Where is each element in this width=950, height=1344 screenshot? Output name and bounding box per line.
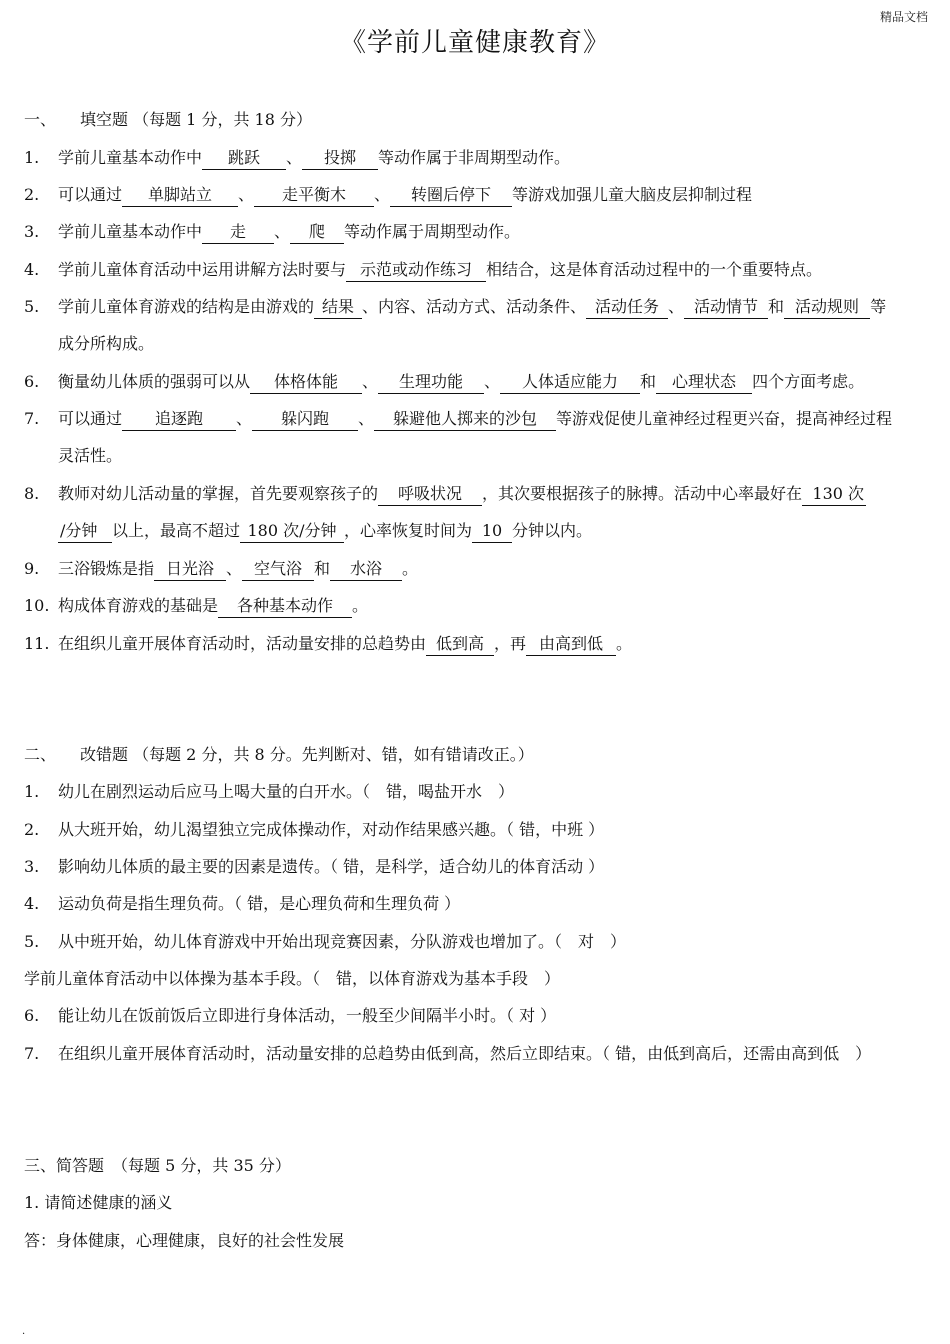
- question-text: 等游戏加强儿童大脑皮层抑制过程: [512, 185, 753, 204]
- question-text: 四个方面考虑。: [752, 372, 865, 391]
- document-title: 《学前儿童健康教育》: [339, 28, 610, 58]
- question-number: 7.: [24, 409, 40, 428]
- correction-item: [24, 1002, 929, 1030]
- question-text: 从中班开始，幼儿体育游戏中开始出现竞赛因素，分队游戏也增加了。（ 对 ）: [58, 932, 627, 951]
- question-text: 1. 请简述健康的涵义: [24, 1193, 173, 1212]
- short-answer-question: [24, 1189, 929, 1217]
- question-text: 以上，最高不超过: [112, 521, 241, 540]
- correction-item: [24, 853, 929, 881]
- question-text: 幼儿在剧烈运动后应马上喝大量的白开水。（ 错，喝盐开水 ）: [58, 782, 515, 801]
- answer-blank: 爬: [290, 221, 344, 244]
- section1-title: 填空题 （每题 1 分，共 18 分）: [80, 110, 312, 129]
- answer-blank: 示范或动作练习: [346, 259, 486, 282]
- answer-blank: 130 次: [802, 483, 866, 506]
- question-text: 和: [314, 559, 331, 578]
- answer-blank: 心理状态: [656, 371, 752, 394]
- separator: 、: [226, 559, 243, 578]
- answer-blank: 空气浴: [242, 558, 314, 581]
- section1-heading: [24, 106, 929, 134]
- answer-blank: 结果: [314, 296, 362, 319]
- question-text: 构成体育游戏的基础是: [58, 596, 219, 615]
- answer-blank: 由高到低: [526, 633, 616, 656]
- fill-question-2: [24, 181, 929, 209]
- question-text: 学前儿童体育活动中以体操为基本手段。（ 错，以体育游戏为基本手段 ）: [24, 969, 561, 988]
- question-number: 9.: [24, 559, 40, 578]
- question-number: 4.: [24, 894, 40, 913]
- question-number: 6.: [24, 372, 40, 391]
- question-text: 在组织儿童开展体育活动时，活动量安排的总趋势由: [58, 634, 427, 653]
- question-text: 灵活性。: [58, 446, 123, 465]
- separator: 、: [374, 185, 391, 204]
- question-number: 11.: [24, 634, 50, 653]
- fill-question-11: [24, 630, 929, 658]
- question-number: 7.: [24, 1044, 40, 1063]
- question-text: 等动作属于周期型动作。: [344, 222, 521, 241]
- question-text: 成分所构成。: [58, 334, 155, 353]
- answer-blank: 人体适应能力: [500, 371, 640, 394]
- section2-heading: [24, 741, 929, 769]
- fill-question-4: [24, 256, 929, 284]
- answer-blank: 追逐跑: [122, 408, 236, 431]
- fill-question-8: [24, 480, 929, 508]
- question-number: 5.: [24, 932, 40, 951]
- fill-question-1: [24, 144, 929, 172]
- answer-blank: 180 次/分钟: [240, 520, 344, 543]
- fill-question-8-continued: [58, 517, 928, 545]
- answer-blank: 跳跃: [202, 147, 286, 170]
- correction-item: [24, 928, 929, 956]
- correction-item: [24, 816, 929, 844]
- correction-item: [24, 890, 929, 918]
- separator: 、: [668, 297, 685, 316]
- answer-blank: 日光浴: [154, 558, 226, 581]
- question-number: 5.: [24, 297, 40, 316]
- answer-blank: 活动情节: [684, 296, 768, 319]
- answer-blank: 水浴: [330, 558, 402, 581]
- question-text: 相结合，这是体育活动过程中的一个重要特点。: [486, 260, 823, 279]
- question-text: 可以通过: [58, 185, 123, 204]
- separator: 、: [358, 409, 375, 428]
- question-text: 、内容、活动方式、活动条件、: [362, 297, 587, 316]
- fill-question-3: [24, 218, 929, 246]
- fill-question-7-continued: [58, 442, 928, 470]
- question-text: ，其次要根据孩子的脉搏。活动中心率最好在: [482, 484, 803, 503]
- footer-dot: .: [22, 1326, 26, 1337]
- separator: 、: [238, 185, 255, 204]
- question-number: 4.: [24, 260, 40, 279]
- separator: 、: [236, 409, 253, 428]
- question-text: 能让幼儿在饭前饭后立即进行身体活动，一般至少间隔半小时。（ 对 ）: [58, 1006, 557, 1025]
- answer-blank: 低到高: [426, 633, 494, 656]
- answer-blank: 生理功能: [378, 371, 484, 394]
- question-text: 可以通过: [58, 409, 123, 428]
- question-text: 等: [870, 297, 887, 316]
- answer-blank: 走平衡木: [254, 184, 374, 207]
- question-text: 学前儿童基本动作中: [58, 222, 203, 241]
- question-text: 分钟以内。: [512, 521, 593, 540]
- separator: 、: [362, 372, 379, 391]
- question-text: ，再: [494, 634, 527, 653]
- question-text: 从大班开始，幼儿渴望独立完成体操动作，对动作结果感兴趣。（ 错，中班 ）: [58, 820, 605, 839]
- question-text: 等动作属于非周期型动作。: [378, 148, 571, 167]
- fill-question-7: [24, 405, 929, 433]
- correction-item: [24, 965, 929, 993]
- fill-question-5: [24, 293, 929, 321]
- question-text: 。: [352, 596, 369, 615]
- section2-title: 改错题 （每题 2 分，共 8 分。先判断对、错，如有错请改正。）: [80, 745, 534, 764]
- question-text: 和: [640, 372, 657, 391]
- separator: 、: [286, 148, 303, 167]
- question-text: 。: [402, 559, 419, 578]
- section3-heading: [24, 1152, 929, 1180]
- question-text: 。: [616, 634, 633, 653]
- answer-blank: 活动规则: [784, 296, 870, 319]
- question-number: 10.: [24, 596, 50, 615]
- answer-blank: 体格体能: [250, 371, 362, 394]
- answer-blank: 呼吸状况: [378, 483, 482, 506]
- question-text: 在组织儿童开展体育活动时，活动量安排的总趋势由低到高，然后立即结束。（ 错，由低到高后，还需由高到低 ）: [58, 1044, 872, 1063]
- answer-blank: 走: [202, 221, 274, 244]
- answer-blank: 10: [472, 520, 512, 543]
- section2-number: 二、: [24, 745, 57, 764]
- question-text: 教师对幼儿活动量的掌握，首先要观察孩子的: [58, 484, 379, 503]
- answer-blank: 投掷: [302, 147, 378, 170]
- fill-question-10: [24, 592, 929, 620]
- question-text: 衡量幼儿体质的强弱可以从: [58, 372, 251, 391]
- correction-item: [24, 778, 929, 806]
- section1-number: 一、: [24, 110, 57, 129]
- question-number: 3.: [24, 222, 40, 241]
- answer-blank: /分钟: [58, 520, 112, 543]
- question-number: 6.: [24, 1006, 40, 1025]
- fill-question-5-continued: [58, 330, 928, 358]
- question-number: 2.: [24, 185, 40, 204]
- question-text: ，心率恢复时间为: [344, 521, 473, 540]
- question-number: 1.: [24, 148, 40, 167]
- question-text: 运动负荷是指生理负荷。（ 错，是心理负荷和生理负荷 ）: [58, 894, 461, 913]
- question-number: 8.: [24, 484, 40, 503]
- question-text: 学前儿童体育游戏的结构是由游戏的: [58, 297, 315, 316]
- separator: 、: [484, 372, 501, 391]
- question-text: 三浴锻炼是指: [58, 559, 155, 578]
- question-number: 3.: [24, 857, 40, 876]
- answer-blank: 活动任务: [586, 296, 668, 319]
- answer-blank: 单脚站立: [122, 184, 238, 207]
- question-text: 学前儿童体育活动中运用讲解方法时要与: [58, 260, 347, 279]
- section3-title: 三、简答题 （每题 5 分，共 35 分）: [24, 1156, 291, 1175]
- answer-blank: 躲闪跑: [252, 408, 358, 431]
- separator: 、: [274, 222, 291, 241]
- answer-blank: 各种基本动作: [218, 595, 352, 618]
- question-text: 和: [768, 297, 785, 316]
- correction-item: [24, 1040, 929, 1068]
- fill-question-9: [24, 555, 929, 583]
- question-text: 学前儿童基本动作中: [58, 148, 203, 167]
- question-number: 2.: [24, 820, 40, 839]
- question-number: 1.: [24, 782, 40, 801]
- answer-blank: 躲避他人掷来的沙包: [374, 408, 556, 431]
- fill-question-6: [24, 368, 929, 396]
- short-answer-answer: [24, 1227, 929, 1255]
- watermark-label: 精品文档: [879, 10, 928, 24]
- question-text: 等游戏促使儿童神经过程更兴奋，提高神经过程: [556, 409, 893, 428]
- question-text: 影响幼儿体质的最主要的因素是遗传。（ 错，是科学，适合幼儿的体育活动 ）: [58, 857, 605, 876]
- answer-blank: 转圈后停下: [390, 184, 512, 207]
- answer-text: 答：身体健康，心理健康，良好的社会性发展: [24, 1231, 345, 1250]
